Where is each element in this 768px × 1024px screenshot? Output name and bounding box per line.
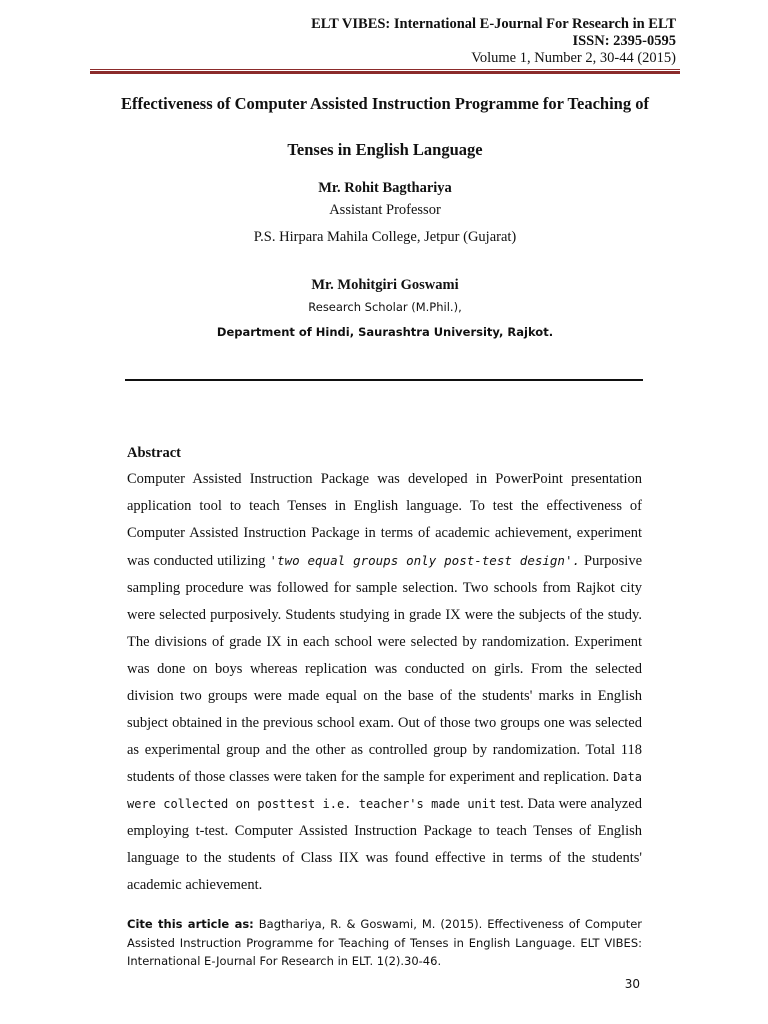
author-2-role: Research Scholar (M.Phil.), bbox=[308, 300, 462, 314]
citation-text: Bagthariya, R. & Goswami, M. (2015). Effectiveness of Computer Assisted Instruction Programme for Teaching of Tenses in English Language. ELT VIBES: International E-Journal For Research in ELT. 1(2).30-46. bbox=[127, 917, 643, 968]
page-number: 30 bbox=[624, 977, 640, 991]
title-line-1: Effectiveness of Computer Assisted Instruction Programme for Teaching of bbox=[121, 94, 649, 113]
paper-title bbox=[90, 93, 680, 161]
abstract-text-1: Computer Assisted Instruction Package was developed in PowerPoint presentation application tool to teach Tenses in English language. To test the effectiveness of Computer Assisted Instruction Package in terms of academic achievement, experiment was conducted utilizing bbox=[127, 471, 642, 569]
author-1-name: Mr. Rohit Bagthariya bbox=[318, 180, 452, 196]
header-rule-thick bbox=[90, 71, 680, 74]
author-2-affiliation: Department of Hindi, Saurashtra University, Rajkot. bbox=[216, 325, 554, 339]
journal-issn: ISSN: 2395-0595 bbox=[572, 33, 676, 49]
abstract-heading: Abstract bbox=[127, 445, 181, 461]
journal-header bbox=[311, 16, 676, 67]
abstract-data-collected: Data were collected on posttest i.e. teacher's made unit bbox=[127, 770, 643, 811]
header-rule-thin bbox=[90, 69, 680, 70]
section-divider bbox=[125, 379, 643, 381]
author-2-name: Mr. Mohitgiri Goswami bbox=[311, 277, 459, 293]
author-1-affiliation: P.S. Hirpara Mahila College, Jetpur (Gujarat) bbox=[253, 229, 517, 245]
citation-label: Cite this article as: bbox=[127, 917, 254, 931]
abstract-text-3: test. Data were analyzed employing t-test. Computer Assisted Instruction Package to teach Tenses of English language to the students of Class IIX was found effective in terms of the students' academic achievement. bbox=[127, 796, 642, 893]
abstract-text-2: Purposive sampling procedure was followed for sample selection. Two schools from Rajkot city were selected purposively. Students studying in grade IX were the subjects of the study. The divisions of grade IX in each school were selected by randomization. Experiment was done on boys whereas replication was conducted on girls. From the selected division two groups were made equal on the base of the students' marks in English subject obtained in the previous school exam. Out of those two groups one was selected as experimental group and the other as controlled group by randomization. Total 118 students of those classes were taken for the sample for experiment and replication. bbox=[127, 553, 643, 785]
journal-volume: Volume 1, Number 2, 30-44 (2015) bbox=[471, 50, 676, 66]
author-1-role: Assistant Professor bbox=[329, 202, 441, 218]
title-line-2: Tenses in English Language bbox=[287, 140, 483, 159]
citation bbox=[127, 915, 642, 971]
journal-name: ELT VIBES: International E-Journal For Research in ELT bbox=[311, 16, 676, 32]
abstract-design-phrase: 'two equal groups only post-test design'. bbox=[269, 553, 580, 568]
abstract-body bbox=[127, 466, 642, 899]
